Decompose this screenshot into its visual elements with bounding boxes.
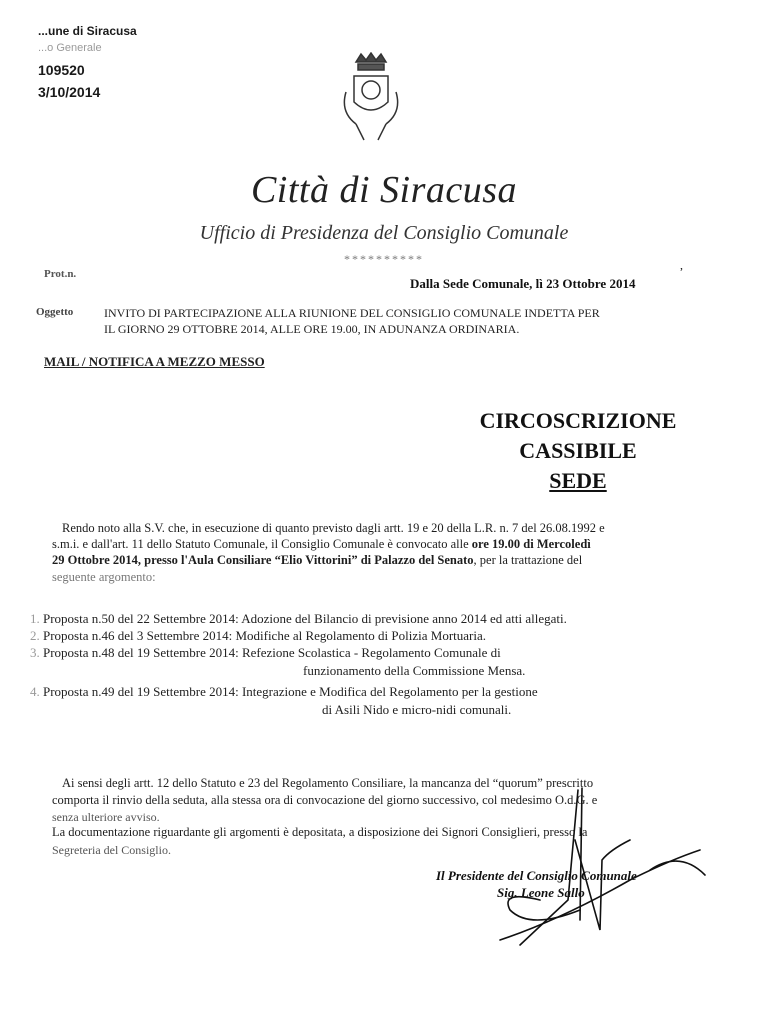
ink-mark: , — [680, 258, 683, 272]
coat-of-arms-icon — [336, 52, 406, 144]
subject-line-1: INVITO DI PARTECIPAZIONE ALLA RIUNIONE DEL CONSIGLIO COMUNALE INDETTA PER — [104, 306, 600, 320]
protocol-stamp-office: ...une di Siracusa — [38, 24, 137, 38]
agenda-number: 3. — [30, 645, 40, 660]
city-title: Città di Siracusa — [250, 169, 518, 211]
body-line-2 — [52, 537, 591, 552]
agenda-item — [30, 628, 486, 644]
agenda-text: Proposta n.48 del 19 Settembre 2014: Refezione Scolastica - Regolamento Comunale di — [43, 645, 501, 660]
agenda-item — [30, 611, 567, 627]
addressee-line-1: CIRCOSCRIZIONE — [479, 408, 677, 433]
protocol-date: 3/10/2014 — [38, 84, 101, 100]
footer-line-2: comporta il rinvio della seduta, alla stessa ora di convocazione del giorno successivo, col medesimo O.d.G. e — [52, 793, 598, 807]
footer-line-5: Segreteria del Consiglio. — [52, 843, 171, 857]
agenda-text: Proposta n.46 del 3 Settembre 2014: Modifiche al Regolamento di Polizia Mortuaria. — [43, 628, 486, 643]
agenda-number: 2. — [30, 628, 40, 643]
agenda-item-continuation: di Asili Nido e micro-nidi comunali. — [322, 702, 512, 717]
meeting-time: ore 19.00 di Mercoledì — [471, 537, 591, 551]
footer-line-1: Ai sensi degli artt. 12 dello Statuto e 23 del Regolamento Consiliare, la mancanza del “quorum” prescritto — [62, 776, 594, 790]
protocol-number: 109520 — [38, 62, 85, 78]
signatory-name: Sig. Leone Sallo — [497, 885, 585, 900]
signatory-title: Il Presidente del Consiglio Comunale — [436, 868, 637, 883]
agenda-number: 4. — [30, 684, 40, 699]
delivery-method: MAIL / NOTIFICA A MEZZO MESSO — [44, 354, 265, 369]
office-subtitle: Ufficio di Presidenza del Consiglio Comunale — [199, 222, 569, 244]
addressee-line-2: CASSIBILE — [519, 438, 637, 463]
protocol-label: Prot.n. — [44, 268, 77, 280]
agenda-item-continuation: funzionamento della Commissione Mensa. — [303, 663, 526, 678]
subject-label: Oggetto — [36, 306, 74, 318]
subject-line-2: IL GIORNO 29 OTTOBRE 2014, ALLE ORE 19.00, IN ADUNANZA ORDINARIA. — [104, 322, 520, 336]
body-line-2-text: s.m.i. e dall'art. 11 dello Statuto Comunale, il Consiglio Comunale è convocato alle — [52, 537, 472, 551]
footer-line-3: senza ulteriore avviso. — [52, 810, 160, 824]
agenda-number: 1. — [30, 611, 40, 626]
protocol-stamp-registry: ...o Generale — [38, 42, 102, 54]
separator: ********** — [344, 252, 424, 266]
addressee-line-3: SEDE — [549, 468, 607, 493]
agenda-text: Proposta n.50 del 22 Settembre 2014: Adozione del Bilancio di previsione anno 2014 ed atti allegati. — [43, 611, 567, 626]
body-line-3-text: , per la trattazione del — [473, 553, 583, 567]
agenda-text: Proposta n.49 del 19 Settembre 2014: Integrazione e Modifica del Regolamento per la gestione — [43, 684, 538, 699]
footer-line-4: La documentazione riguardante gli argomenti è depositata, a disposizione dei Signori Consiglieri, presso la — [52, 825, 588, 839]
meeting-date-place: 29 Ottobre 2014, presso l'Aula Consiliare “Elio Vittorini” di Palazzo del Senato — [52, 553, 474, 567]
handwritten-signature-icon — [480, 780, 720, 960]
date-line: Dalla Sede Comunale, lì 23 Ottobre 2014 — [410, 276, 636, 291]
agenda-item — [30, 684, 538, 700]
agenda-item — [30, 645, 501, 661]
body-line-4: seguente argomento: — [52, 570, 156, 584]
body-line-3 — [52, 553, 582, 568]
body-line-1: Rendo noto alla S.V. che, in esecuzione di quanto previsto dagli artt. 19 e 20 della L.R. n. 7 del 26.08.1992 e — [62, 521, 605, 535]
